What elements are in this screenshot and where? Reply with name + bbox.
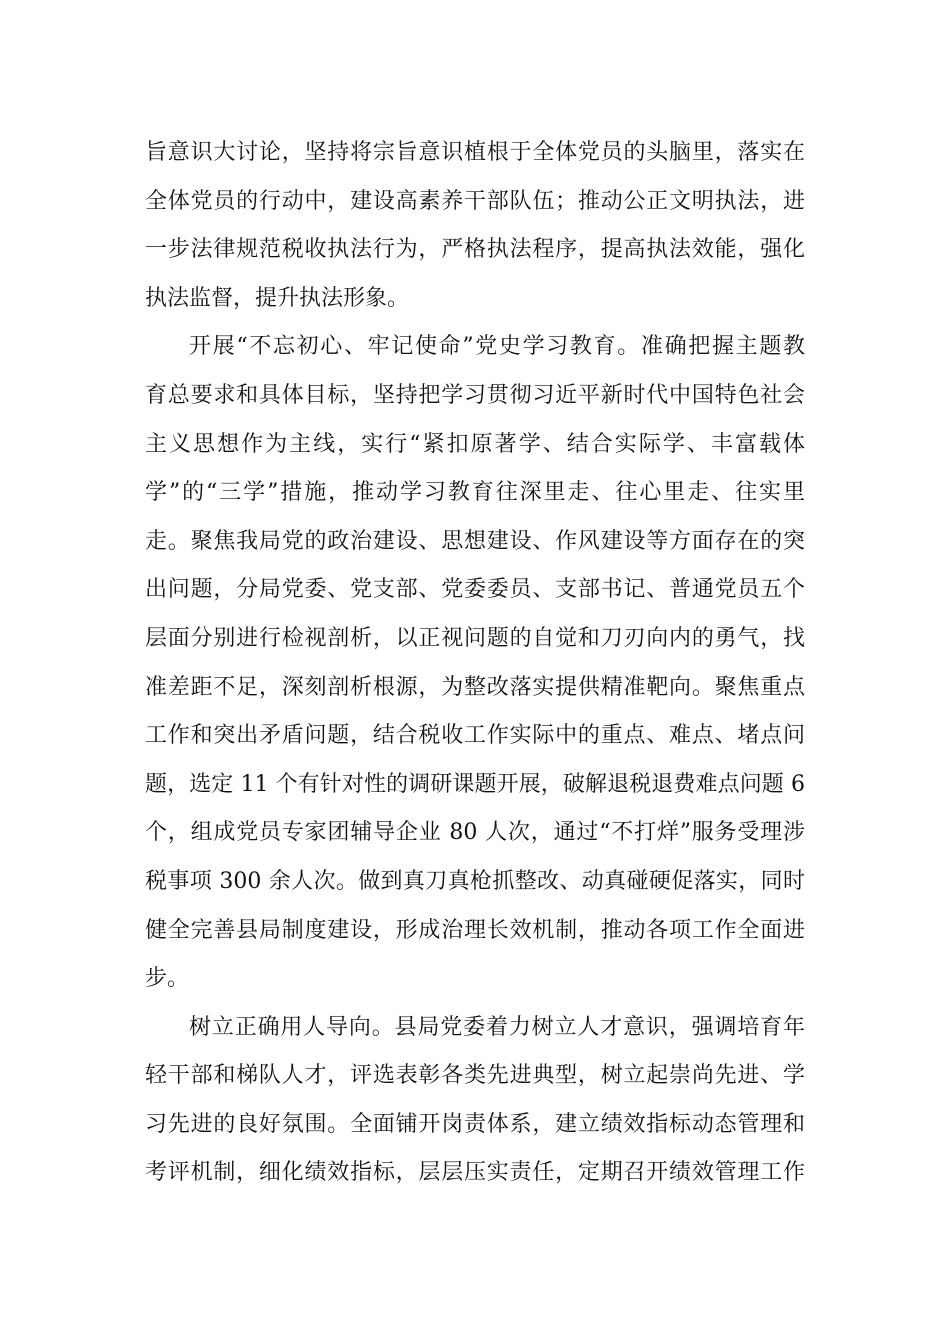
paragraph-2-line-4: 学”的“三学”措施，推动学习教育往深里走、往心里走、往实里 [145, 480, 805, 506]
document-body [145, 129, 805, 1198]
paragraph-2-line-9: 工作和突出矛盾问题，结合税收工作实际中的重点、难点、堵点问 [145, 723, 805, 749]
paragraph-1-line-3: 一步法律规范税收执法行为，严格执法程序，提高执法效能，强化 [145, 237, 805, 263]
paragraph-1-line-4: 执法监督，提升执法形象。 [145, 285, 410, 311]
paragraph-2-line-8: 准差距不足，深刻剖析根源，为整改落实提供精准靶向。聚焦重点 [145, 674, 805, 700]
paragraph-2-line-13: 健全完善县局制度建设，形成治理长效机制，推动各项工作全面进 [145, 917, 805, 943]
paragraph-2-line-3: 主义思想作为主线，实行“紧扣原著学、结合实际学、丰富载体 [145, 431, 805, 457]
paragraph-2-line-7: 层面分别进行检视剖析，以正视问题的自觉和刀刃向内的勇气，找 [145, 625, 805, 651]
paragraph-3-line-2: 轻干部和梯队人才，评选表彰各类先进典型，树立起崇尚先进、学 [145, 1063, 805, 1089]
paragraph-2-line-14: 步。 [145, 966, 190, 992]
paragraph-2-line-6: 出问题，分局党委、党支部、党委委员、支部书记、普通党员五个 [145, 577, 805, 603]
paragraph-2-line-2: 育总要求和具体目标，坚持把学习贯彻习近平新时代中国特色社会 [145, 382, 805, 408]
paragraph-2-line-1: 开展“不忘初心、牢记使命”党史学习教育。准确把握主题教 [189, 334, 805, 360]
paragraph-2-line-10: 题，选定 11 个有针对性的调研课题开展，破解退税退费难点问题 6 [145, 771, 805, 797]
paragraph-1-line-1: 旨意识大讨论，坚持将宗旨意识植根于全体党员的头脑里，落实在 [145, 140, 805, 165]
paragraph-3-line-4: 考评机制，细化绩效指标，层层压实责任，定期召开绩效管理工作 [145, 1160, 805, 1186]
paragraph-3-line-3: 习先进的良好氛围。全面铺开岗责体系，建立绩效指标动态管理和 [145, 1111, 805, 1137]
paragraph-2-line-11: 个，组成党员专家团辅导企业 80 人次，通过“不打烊”服务受理涉 [145, 820, 805, 846]
paragraph-1-line-2: 全体党员的行动中，建设高素养干部队伍；推动公正文明执法，进 [145, 188, 805, 214]
paragraph-2-line-5: 走。聚焦我局党的政治建设、思想建设、作风建设等方面存在的突 [145, 528, 805, 554]
paragraph-3-line-1: 树立正确用人导向。县局党委着力树立人才意识，强调培育年 [189, 1014, 805, 1040]
paragraph-2-line-12: 税事项 300 余人次。做到真刀真枪抓整改、动真碰硬促落实，同时 [145, 868, 805, 894]
